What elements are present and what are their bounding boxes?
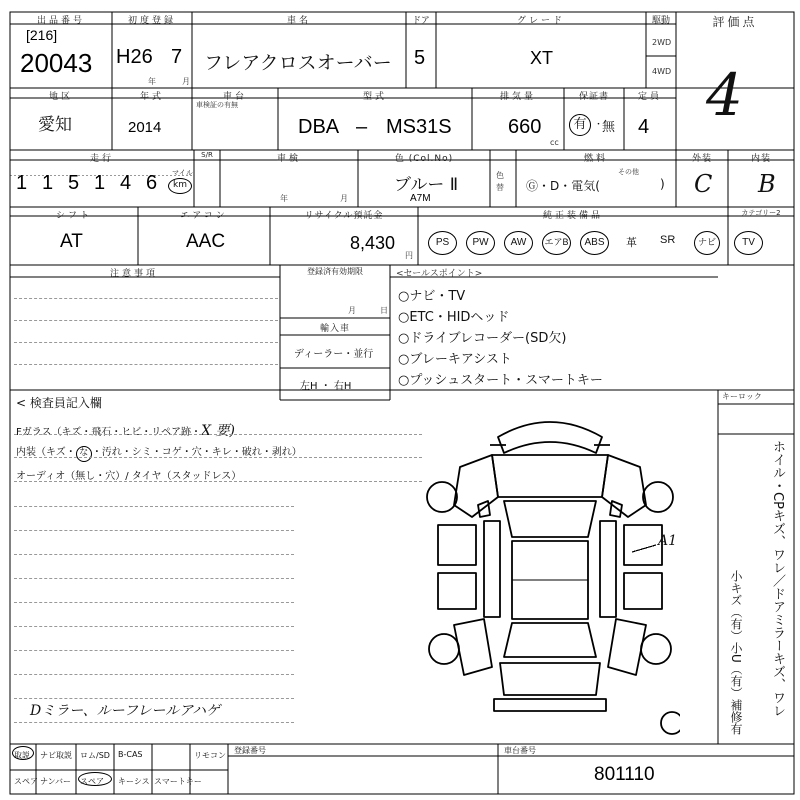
sales-point: ○ブレーキアシスト: [398, 352, 512, 367]
seal-no-header: 登録番号: [234, 746, 266, 755]
diagram-damage-mark: A1: [658, 533, 678, 549]
bottom-manual: 取説: [14, 751, 30, 760]
keylock-header: キーロック: [722, 392, 762, 401]
exterior-grade: C: [694, 170, 713, 198]
interior-header: 内装: [750, 154, 771, 164]
car-name-header: 車名: [286, 16, 311, 26]
mileage-digit: 1: [16, 172, 28, 194]
car-diagram: [420, 405, 680, 740]
bottom-smart-key: スマートキー: [154, 777, 202, 786]
inspector-interior-rest: ・汚れ・シミ・コゲ・穴・キレ・破れ・剥れ）: [91, 447, 302, 458]
notes-header: 注意事項: [110, 269, 159, 279]
venue-code: [216]: [26, 27, 58, 43]
displacement-header: 排気量: [499, 92, 536, 102]
import-label: 輸入車: [319, 324, 350, 334]
shaken-header: 車検: [276, 154, 301, 164]
recycle-header: リサイクル預託金: [304, 211, 384, 221]
drive-header: 駆動: [651, 16, 670, 26]
grade-value: XT: [530, 48, 554, 68]
displacement-value: 660: [508, 116, 542, 138]
chassis-header: 車台: [222, 92, 247, 102]
warranty-dot: ・: [594, 120, 604, 130]
frame-no-value: 801110: [594, 764, 655, 785]
bottom-rom-sd: ロム/SD: [80, 751, 110, 760]
car-name: フレアクロスオーバー: [204, 52, 392, 74]
sales-points-header: <セールスポイント>: [396, 269, 483, 279]
venue-no-header: 出品番号: [36, 16, 85, 26]
color-change-label: 色替: [496, 171, 504, 192]
doors-value: 5: [414, 47, 426, 69]
color-code: A7M: [410, 193, 431, 204]
chassis-sub: 車検証の有無: [196, 101, 238, 109]
inspection-date-header: 登録済有効期限: [307, 267, 363, 276]
shift-value: AT: [60, 231, 83, 252]
warranty-no: 無: [602, 120, 616, 135]
frame-no-header: 車台番号: [504, 746, 536, 755]
aircon-header: エアコン: [180, 211, 228, 221]
color-value: ブルー Ⅱ: [394, 175, 459, 195]
lot-number: 20043: [20, 48, 93, 78]
year-unit: 年: [148, 77, 156, 86]
handwritten-note: Dミラー、ルーフレールアハゲ: [30, 703, 221, 719]
inspection-day: 日: [380, 306, 388, 315]
mileage-digit: 1: [42, 172, 54, 194]
capacity-header: 定員: [637, 92, 662, 102]
equip-tv: TV: [734, 231, 763, 255]
mile-unit: マイル: [172, 169, 193, 177]
sales-point: ○プッシュスタート・スマートキー: [398, 373, 603, 388]
fuel-value: Ⓖ・D・電気(: [526, 179, 600, 193]
year-value: 2014: [128, 119, 162, 136]
inspector-interior-line: [16, 443, 302, 462]
capacity-value: 4: [638, 116, 650, 138]
fuel-other-label: その他: [618, 168, 639, 176]
warranty-header: 保証書: [578, 92, 609, 102]
year-header: 年式: [139, 92, 164, 102]
side-note-repair: 小キズ（有）小U（有）補修有: [729, 570, 743, 735]
side-note-wheel: ホイル・CPキズ、ワレ／ドアミラーキズ、ワレ: [770, 440, 785, 717]
drive-4wd: 4WD: [652, 67, 672, 76]
bottom-spare-2: スペア: [80, 777, 104, 786]
grade-header: グレード: [516, 16, 565, 26]
score-value: 4: [706, 61, 743, 129]
doors-header: ドア: [412, 16, 430, 26]
mileage-digit: 5: [68, 172, 80, 194]
bottom-remote: リモコン: [194, 751, 226, 760]
mileage-digit: 6: [146, 172, 158, 194]
inspector-glass-line: [16, 420, 235, 440]
aircon-value: AAC: [186, 231, 226, 252]
equip-leather: 革: [626, 237, 637, 249]
equipment-header: 純正装備品: [542, 211, 603, 221]
shaken-year-unit: 年: [280, 194, 288, 203]
equip-navi: ナビ: [694, 231, 720, 255]
month-unit: 月: [182, 77, 190, 86]
recycle-value: 8,430: [350, 233, 396, 253]
sales-point: ○ドライブレコーダー(SD欠): [398, 331, 567, 346]
shaken-month-unit: 月: [340, 194, 348, 203]
bottom-bcas: B-CAS: [118, 750, 143, 759]
equip-airbag: エアB: [542, 231, 571, 255]
sales-point: ○ナビ・TV: [398, 289, 466, 304]
first-reg-header: 初度登録: [127, 16, 176, 26]
shift-header: シフト: [55, 211, 92, 221]
category-header: カテゴリー2: [741, 209, 781, 217]
dealer-label: ディーラー・並行: [294, 349, 374, 360]
model-type-code: MS31S: [386, 116, 452, 138]
interior-circled-mark: な: [76, 446, 92, 462]
mileage-digit: 1: [94, 172, 106, 194]
fuel-close: ): [660, 177, 665, 191]
cc-unit: cc: [550, 138, 559, 147]
equip-ps: PS: [428, 231, 457, 255]
yen-unit: 円: [405, 251, 413, 260]
interior-grade: B: [758, 170, 776, 198]
mileage-digit: 4: [120, 172, 132, 194]
exterior-header: 外装: [691, 154, 712, 164]
mileage-digits: [16, 172, 172, 196]
inspector-glass-text: Fガラス（キズ・飛石・ヒビ・リペア跡・: [16, 427, 202, 438]
inspector-audio-line: オーディオ（無し・穴）/ タイヤ（スタッドレス）: [16, 471, 242, 482]
bottom-number: ナンバー: [40, 777, 72, 786]
region-header: 地区: [48, 92, 73, 102]
first-reg-era: H26: [116, 46, 153, 68]
model-type-prefix: DBA: [298, 116, 340, 138]
equip-sunroof: SR: [660, 234, 676, 246]
bottom-navi-manual: ナビ取説: [40, 751, 72, 760]
model-type-dash: –: [356, 116, 368, 138]
bottom-spare: スペア: [14, 777, 38, 786]
equip-aw: AW: [504, 231, 533, 255]
sales-point: ○ETC・HIDヘッド: [398, 310, 510, 325]
warranty-yes: 有: [569, 114, 591, 136]
handle-label: 左H ・ 右H: [300, 381, 352, 392]
mileage-header: 走行: [89, 154, 114, 164]
glass-mark: X 要): [201, 423, 235, 439]
inspection-month: 月: [348, 306, 356, 315]
first-reg-month: 7: [171, 46, 183, 68]
inspector-interior-text: 内装（キズ・: [16, 447, 76, 458]
equip-pw: PW: [466, 231, 495, 255]
color-header: 色 (Col.No): [394, 154, 454, 164]
sr-header: S/R: [201, 151, 213, 159]
fuel-header: 燃料: [583, 154, 608, 164]
drive-2wd: 2WD: [652, 38, 672, 47]
score-header: 評価点: [712, 15, 758, 29]
model-type-header: 型式: [362, 92, 387, 102]
region-value: 愛知: [38, 115, 72, 135]
inspector-header: < 検査員記入欄: [16, 396, 102, 410]
km-unit: km: [168, 178, 192, 194]
equip-abs: ABS: [580, 231, 609, 255]
bottom-key-system: キーシス: [118, 777, 150, 786]
